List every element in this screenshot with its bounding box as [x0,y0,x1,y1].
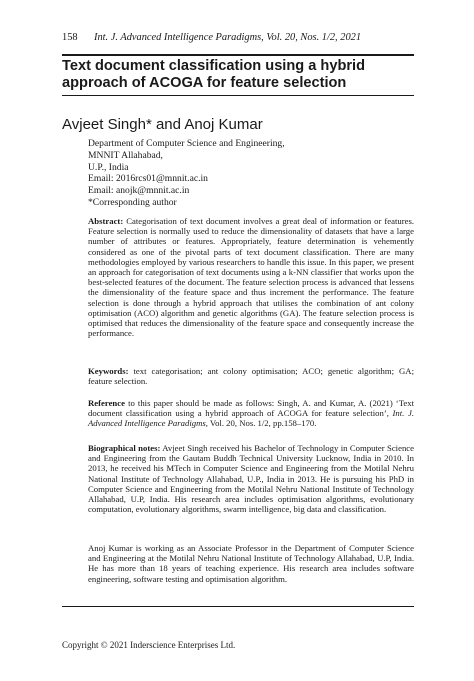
reference-note [88,398,414,429]
keywords-label: Keywords: [88,366,129,376]
abstract-text: Categorisation of text document involves a great deal of information or features. Feature selection is normally used to reduce the dimensionality of datasets that have a large number of attributes or features. Appropriately, feature determination is vehemently considered as one of the pivotal parts of text document classification. There are many methodologies employed by various researchers to handle this issue. In this paper, we present an approach for categorisation of text documents using a k-NN classifier that works upon the best-selected features of the document. The feature selection process is advanced that lessens the dimensionality of the feature space and thus increment the performance. The feature selection is done through a hybrid approach that utilises the combination of ant colony optimisation (ACO) algorithm and genetic algorithms (GA). The feature selection process is optimised that reduces the dimensionality of the feature space and consequently increase the performance. [88,216,415,339]
author-email-1: Email: 2016rcs01@mnnit.ac.in [88,173,208,185]
affiliation-block [88,138,408,209]
copyright-notice: Copyright © 2021 Inderscience Enterprises Ltd. [62,640,236,650]
journal-citation: Int. J. Advanced Intelligence Paradigms, Vol. 20, Nos. 1/2, 2021 [94,32,362,43]
abstract [88,216,414,338]
bio-label: Biographical notes: [88,443,161,453]
title-rule [62,95,414,96]
page-number: 158 [62,32,78,43]
affiliation-department: Department of Computer Science and Engineering, [88,138,285,149]
article-title: Text document classification using a hybrid approach of ACOGA for feature selection [62,58,366,91]
footer-rule [62,606,414,607]
running-header [62,32,422,43]
author-email-2: Email: anojk@mnnit.ac.in [88,185,190,197]
reference-text: to this paper should be made as follows: Singh, A. and Kumar, A. (2021) ‘Text document classification using a hybrid approach of ACOGA for feature selection’, [88,398,415,419]
header-rule [62,54,414,56]
reference-volume: , Vol. 20, Nos. 1/2, pp.158–170. [205,418,317,429]
keywords-text: text categorisation; ant colony optimisation; ACO; genetic algorithm; GA; feature selection. [88,366,414,387]
author-names: Avjeet Singh* and Anoj Kumar [62,116,263,133]
affiliation-location: U.P., India [88,161,129,173]
biographical-notes [88,443,414,514]
affiliation-institute: MNNIT Allahabad, [88,149,163,161]
corresponding-author-note: *Corresponding author [88,196,177,208]
reference-label: Reference [88,398,125,408]
reference-journal: Int. J. Advanced Intelligence Paradigms [88,408,414,429]
keywords [88,366,414,386]
abstract-label: Abstract: [88,216,124,226]
bio-text-second-author: Anoj Kumar is working as an Associate Professor in the Department of Computer Science and Engineering at the Motilal Nehru National Institute of Technology Allahabad, U.P, India. He has more than 18 years of teaching experience. His research area includes software engineering, software testing and optimisation algorithm. [88,543,414,584]
bio-text-first-author: Avjeet Singh received his Bachelor of Technology in Computer Science and Engineering from the Gautam Buddh Technical University Lucknow, India in 2010. In 2013, he received his MTech in Computer Science and Engineering from the Motilal Nehru National Institute of Technology Allahabad, U.P., India in 2013. He is pursuing his PhD in Computer Science and Engineering from the Motilal Nehru National Institute of Technology Allahabad, U.P, India. His research area includes optimisation algorithms, evolutionary computation, evolutionary algorithms, swarm intelligence, big data and classification. [88,443,414,515]
